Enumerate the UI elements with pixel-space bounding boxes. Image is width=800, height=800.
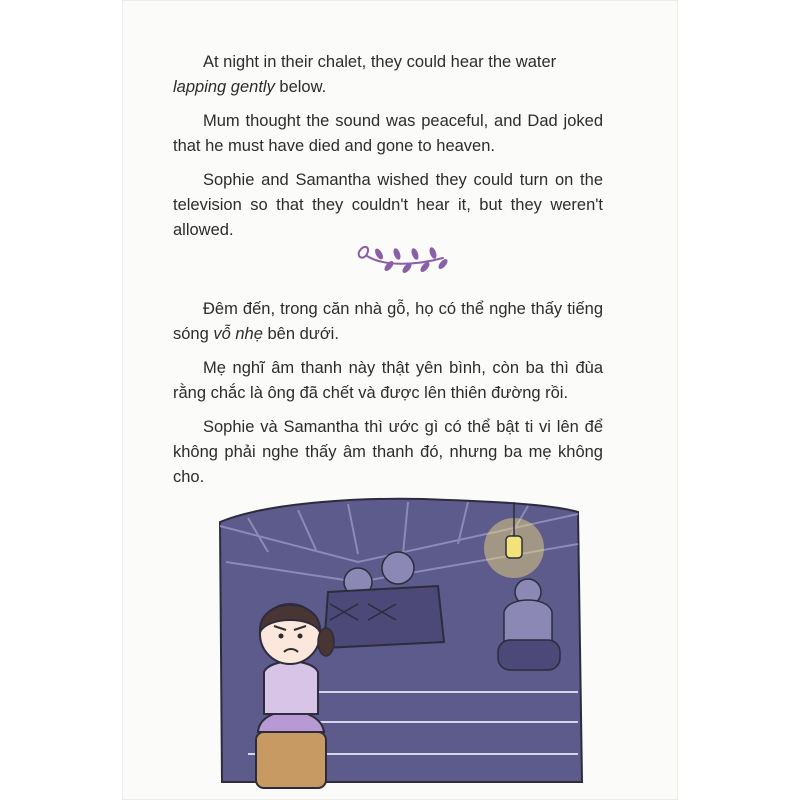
- vietnamese-text-section: [173, 297, 603, 499]
- english-paragraph-1-start: At night in their chalet, they could hear the water: [203, 53, 557, 71]
- vietnamese-paragraph-1-italic: vỗ nhẹ: [213, 325, 263, 343]
- vietnamese-paragraph-2: Mẹ nghĩ âm thanh này thật yên bình, còn ba thì đùa rằng chắc là ông đã chết và được lên thiên đường rồi.: [173, 359, 603, 402]
- english-paragraph-3: Sophie and Samantha wished they could turn on the television so that they couldn't hear it, but they weren't allowed.: [173, 171, 603, 239]
- english-paragraph-1-italic: lapping gently: [173, 78, 275, 96]
- night-chalet-illustration: [208, 492, 588, 800]
- vine-ornament-icon: [353, 240, 449, 274]
- english-paragraph-2: Mum thought the sound was peaceful, and Dad joked that he must have died and gone to heaven.: [173, 112, 603, 155]
- english-text-section: [173, 50, 603, 252]
- vietnamese-paragraph-3: Sophie và Samantha thì ước gì có thể bật ti vi lên để không phải nghe thấy âm thanh đó, nhưng ba mẹ không cho.: [173, 418, 603, 486]
- english-paragraph-1: [173, 50, 603, 100]
- vietnamese-paragraph-1: [173, 297, 603, 347]
- stool: [256, 732, 326, 788]
- lamp-icon: [506, 536, 522, 558]
- vietnamese-paragraph-1-start: Đêm đến, trong căn nhà gỗ, họ có thể nghe thấy tiếng sóng: [173, 300, 603, 343]
- vietnamese-paragraph-1-end: bên dưới.: [262, 325, 339, 343]
- english-paragraph-1-end: below.: [274, 78, 327, 96]
